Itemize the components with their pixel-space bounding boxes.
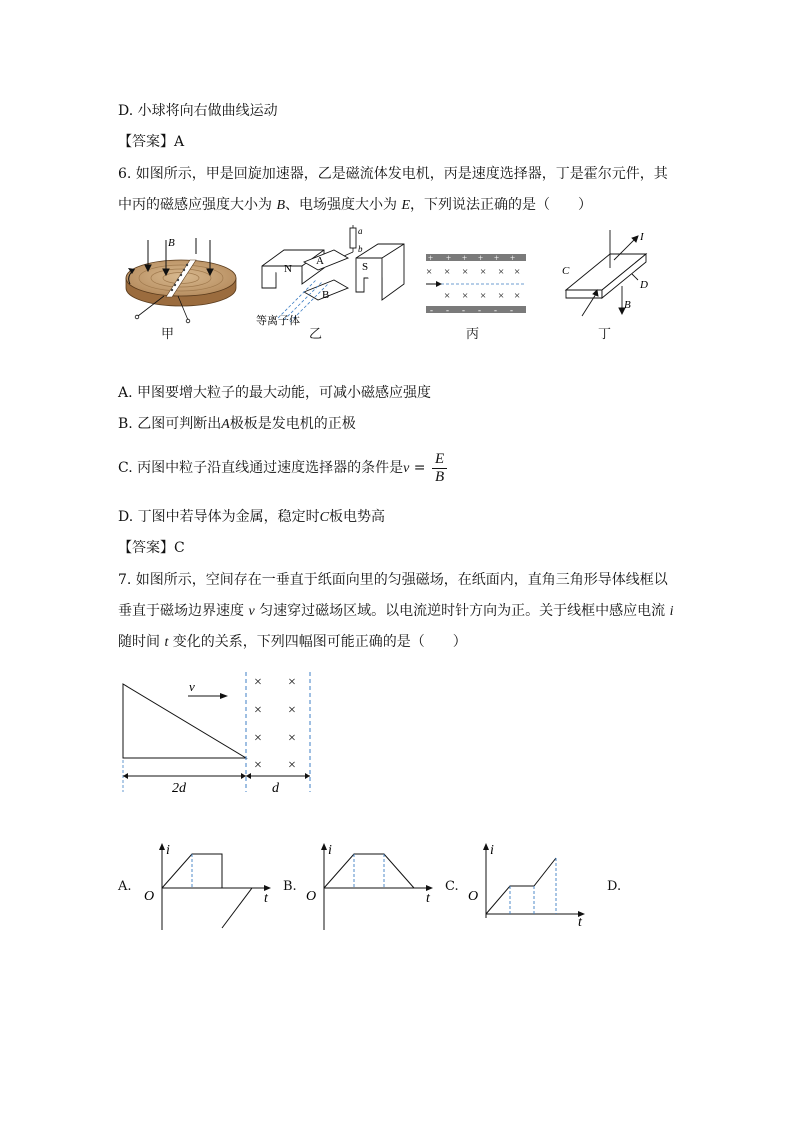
- svg-text:+: +: [446, 253, 452, 263]
- answer-value: A: [174, 134, 185, 150]
- svg-text:×: ×: [480, 290, 487, 302]
- q6-option-b: [118, 414, 356, 435]
- svg-text:×: ×: [498, 290, 505, 302]
- svg-text:×: ×: [288, 731, 296, 746]
- q6-option-d: [118, 507, 385, 528]
- caption-jia: 甲: [161, 327, 175, 342]
- q6-option-a: A. 甲图要增大粒子的最大动能，可减小磁感应强度: [118, 385, 432, 401]
- svg-text:×: ×: [254, 731, 262, 746]
- q7-stem-line1: 7. 如图所示，空间存在一垂直于纸面向里的匀强磁场，在纸面内，直角三角形导体线框以: [118, 572, 668, 588]
- origin-O: O: [468, 889, 479, 904]
- svg-text:×: ×: [514, 290, 521, 302]
- q6-stem-line2: [118, 195, 592, 216]
- text: 极板是发电机的正极: [229, 416, 356, 432]
- option-a-label: A.: [118, 879, 132, 894]
- option-c-label: C.: [445, 879, 459, 894]
- text: =: [409, 460, 430, 476]
- symbol-E: E: [401, 198, 411, 213]
- svg-text:×: ×: [288, 675, 296, 690]
- figure-yi-mhd-generator: [254, 222, 414, 328]
- label-C: C: [562, 265, 570, 277]
- q7-stem-line3: [118, 632, 467, 653]
- label-A: A: [316, 255, 324, 267]
- label-D: D: [640, 279, 648, 291]
- answer-label: 【答案】: [118, 540, 174, 556]
- label-N: N: [284, 263, 292, 275]
- label-a: a: [358, 226, 363, 236]
- axis-i: i: [328, 843, 332, 858]
- label-d: d: [272, 781, 279, 796]
- figure-q7-triangle-field: [116, 668, 326, 798]
- label-b: b: [358, 244, 363, 254]
- svg-text:+: +: [462, 253, 468, 263]
- label-plasma: 等离子体: [256, 314, 300, 327]
- label-2d: 2d: [172, 781, 186, 796]
- svg-text:+: +: [428, 253, 434, 263]
- text: B. 乙图可判断出: [118, 416, 222, 432]
- svg-text:×: ×: [498, 266, 505, 278]
- figure-jia-cyclotron: [118, 232, 238, 324]
- graph-option-a: [140, 838, 280, 938]
- label-plate-B: B: [322, 289, 330, 301]
- text: ，下列说法正确的是（ ）: [410, 197, 593, 213]
- svg-text:-: -: [510, 305, 513, 315]
- text: 中丙的磁感应强度大小为: [118, 197, 277, 213]
- svg-text:-: -: [446, 305, 449, 315]
- fraction-E-over-B: [432, 451, 447, 486]
- svg-text:×: ×: [462, 266, 469, 278]
- svg-text:+: +: [510, 253, 516, 263]
- svg-text:-: -: [478, 305, 481, 315]
- text: 垂直于磁场边界速度: [118, 603, 249, 619]
- svg-text:+: +: [478, 253, 484, 263]
- axis-t: t: [426, 891, 430, 906]
- axis-t: t: [578, 915, 582, 930]
- text: C. 丙图中粒子沿直线通过速度选择器的条件是: [118, 460, 404, 476]
- graph-option-b: [302, 838, 442, 938]
- label-v: v: [189, 679, 195, 694]
- denominator: B: [434, 468, 445, 485]
- label-S: S: [362, 261, 369, 273]
- svg-text:×: ×: [288, 703, 296, 718]
- svg-text:-: -: [462, 305, 465, 315]
- svg-text:-: -: [430, 305, 433, 315]
- axis-i: i: [490, 843, 494, 858]
- symbol-B: B: [276, 198, 286, 213]
- svg-text:×: ×: [444, 290, 451, 302]
- label-I: I: [640, 231, 644, 243]
- q6-stem-line1: 6. 如图所示，甲是回旋加速器，乙是磁流体发电机，丙是速度选择器，丁是霍尔元件，其: [118, 166, 668, 182]
- q6-option-c: [118, 449, 447, 488]
- caption-bing: 丙: [466, 327, 480, 342]
- symbol-C: C: [319, 510, 329, 525]
- svg-text:×: ×: [254, 675, 262, 690]
- symbol-A: A: [221, 417, 230, 432]
- label-B: B: [168, 237, 175, 249]
- text: 变化的关系，下列四幅图可能正确的是（ ）: [168, 634, 467, 650]
- origin-O: O: [306, 889, 317, 904]
- origin-O: O: [144, 889, 155, 904]
- symbol-t: t: [164, 635, 169, 650]
- option-b-label: B.: [283, 879, 297, 894]
- symbol-i: i: [669, 604, 674, 619]
- svg-text:×: ×: [426, 266, 433, 278]
- figure-ding-hall-element: [560, 228, 660, 320]
- caption-ding: 丁: [598, 327, 612, 342]
- label-B: B: [624, 299, 631, 311]
- q5-answer: [118, 132, 184, 152]
- svg-text:-: -: [494, 305, 497, 315]
- text: 随时间: [118, 634, 165, 650]
- text: D. 丁图中若导体为金属，稳定时: [118, 509, 320, 525]
- symbol-v: v: [403, 461, 410, 476]
- q6-answer: [118, 538, 185, 558]
- svg-text:×: ×: [288, 758, 296, 773]
- q7-stem-line2: [118, 601, 673, 622]
- svg-text:×: ×: [254, 758, 262, 773]
- answer-label: 【答案】: [118, 134, 174, 150]
- symbol-v: v: [248, 604, 255, 619]
- svg-text:×: ×: [462, 290, 469, 302]
- answer-value: C: [174, 540, 185, 556]
- caption-yi: 乙: [309, 327, 323, 342]
- svg-text:+: +: [494, 253, 500, 263]
- text: 板电势高: [328, 509, 385, 525]
- svg-text:×: ×: [480, 266, 487, 278]
- svg-text:×: ×: [444, 266, 451, 278]
- option-d-label: D.: [607, 879, 622, 894]
- numerator: E: [432, 451, 447, 469]
- q5-option-d: D. 小球将向右做曲线运动: [118, 103, 278, 119]
- svg-text:×: ×: [254, 703, 262, 718]
- text: 匀速穿过磁场区域。以电流逆时针方向为正。关于线框中感应电流: [254, 603, 670, 619]
- svg-text:×: ×: [514, 266, 521, 278]
- axis-t: t: [264, 891, 268, 906]
- text: 、电场强度大小为: [285, 197, 402, 213]
- axis-i: i: [166, 843, 170, 858]
- graph-option-c: [464, 838, 604, 938]
- figure-bing-velocity-selector: [424, 252, 530, 316]
